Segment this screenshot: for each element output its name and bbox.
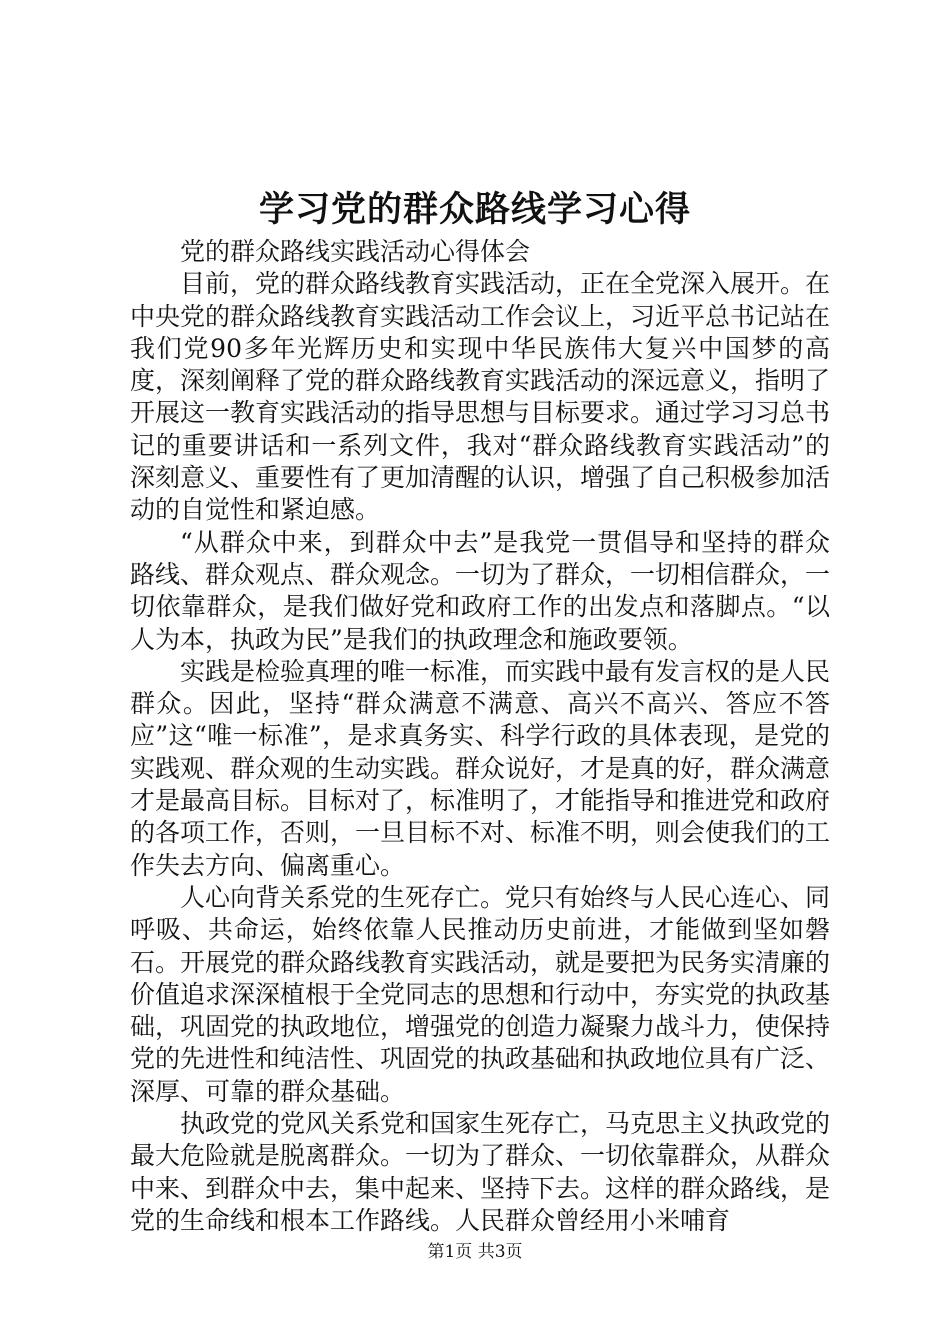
- document-title: 学习党的群众路线学习心得: [258, 189, 691, 230]
- paragraph: 实践是检验真理的唯一标准，而实践中最有发言权的是人民群众。因此，坚持“群众满意不满意、高兴不高兴、答应不答应”这“唯一标准”，是求真务实、科学行政的具体表现，是党的实践观、群众观的生动实践。群众说好，才是真的好，群众满意才是最高目标。目标对了，标准明了，才能指导和推进党和政府的各项工作，否则，一旦目标不对、标准不明，则会使我们的工作失去方向、偏离重心。: [130, 656, 831, 880]
- paragraph: 人心向背关系党的生死存亡。党只有始终与人民心连心、同呼吸、共命运，始终依靠人民推动历史前进，才能做到坚如磐石。开展党的群众路线教育实践活动，就是要把为民务实清廉的价值追求深深植根于全党同志的思想和行动中，夯实党的执政基础，巩固党的执政地位，增强党的创造力凝聚力战斗力，使保持党的先进性和纯洁性、巩固党的执政基础和执政地位具有广泛、深厚、可靠的群众基础。: [130, 882, 831, 1106]
- document-body: [130, 236, 830, 1237]
- paragraph: “从群众中来，到群众中去”是我党一贯倡导和坚持的群众路线、群众观点、群众观念。一切为了群众，一切相信群众，一切依靠群众，是我们做好党和政府工作的出发点和落脚点。“以人为本，执政为民”是我们的执政理念和施政要领。: [130, 527, 831, 654]
- document-subtitle: 党的群众路线实践活动心得体会: [180, 237, 531, 266]
- paragraph: 目前，党的群众路线教育实践活动，正在全党深入展开。在中央党的群众路线教育实践活动工作会议上，习近平总书记站在我们党90多年光辉历史和实现中华民族伟大复兴中国梦的高度，深刻阐释了党的群众路线教育实践活动的深远意义，指明了开展这一教育实践活动的指导思想与目标要求。通过学习习总书记的重要讲话和一系列文件，我对“群众路线教育实践活动”的深刻意义、重要性有了更加清醒的认识，增强了自己积极参加活动的自觉性和紧迫感。: [130, 269, 831, 525]
- page-footer: 第1页 共3页: [427, 1242, 523, 1262]
- paragraph: 执政党的党风关系党和国家生死存亡，马克思主义执政党的最大危险就是脱离群众。一切为了群众、一切依靠群众，从群众中来、到群众中去，集中起来、坚持下去。这样的群众路线，是党的生命线和根本工作路线。人民群众曾经用小米哺育: [130, 1109, 831, 1235]
